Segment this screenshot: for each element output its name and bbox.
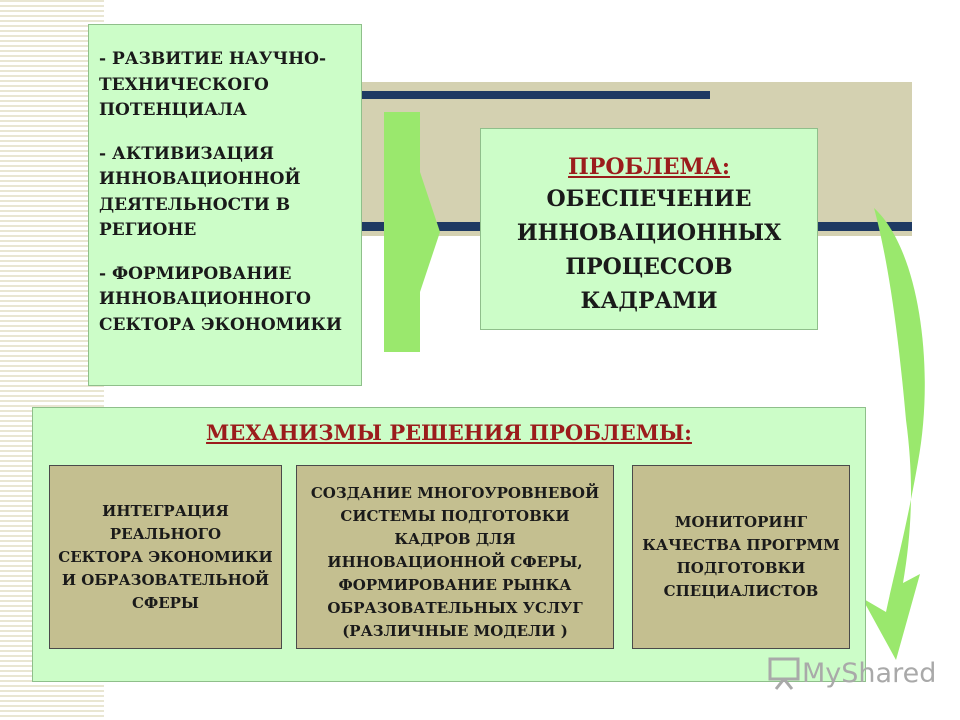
mechanisms-title: МЕХАНИЗМЫ РЕШЕНИЯ ПРОБЛЕМЫ: [206,420,692,445]
mechanism-training-system [296,465,614,649]
goal-item: - РАЗВИТИЕ НАУЧНО-ТЕХНИЧЕСКОГО ПОТЕНЦИАЛА [99,49,327,120]
problem-text: ОБЕСПЕЧЕНИЕ ИННОВАЦИОННЫХ ПРОЦЕССОВ КАДРАМИ [516,186,782,314]
mechanism-text: МОНИТОРИНГ КАЧЕСТВА ПРОГРММ ПОДГОТОВКИ СПЕЦИАЛИСТОВ [642,513,840,600]
right-arrow-icon [384,112,440,352]
curved-arrow-icon [862,208,925,660]
presentation-board-icon [766,655,802,691]
mechanisms-box [32,407,866,682]
mechanism-integration [49,465,282,649]
mechanism-monitoring [632,465,850,649]
mechanism-text: СОЗДАНИЕ МНОГОУРОВНЕВОЙ СИСТЕМЫ ПОДГОТОВКИ КАДРОВ ДЛЯ ИННОВАЦИОННОЙ СФЕРЫ, ФОРМИРОВАНИЕ РЫНКА ОБРАЗОВАТЕЛЬНЫХ УСЛУГ (РАЗЛИЧНЫЕ МОДЕЛИ ) [310,484,600,640]
watermark [766,655,936,691]
goal-item: - ФОРМИРОВАНИЕ ИННОВАЦИОННОГО СЕКТОРА ЭКОНОМИКИ [99,263,343,335]
problem-header: ПРОБЛЕМА: [568,154,730,180]
goal-item: - АКТИВИЗАЦИЯ ИННОВАЦИОННОЙ ДЕЯТЕЛЬНОСТИ В РЕГИОНЕ [99,143,301,240]
watermark-text: MyShared [802,657,937,689]
problem-box [480,128,818,330]
mechanism-text: ИНТЕГРАЦИЯ РЕАЛЬНОГО СЕКТОРА ЭКОНОМИКИ И ОБРАЗОВАТЕЛЬНОЙ СФЕРЫ [58,501,273,612]
